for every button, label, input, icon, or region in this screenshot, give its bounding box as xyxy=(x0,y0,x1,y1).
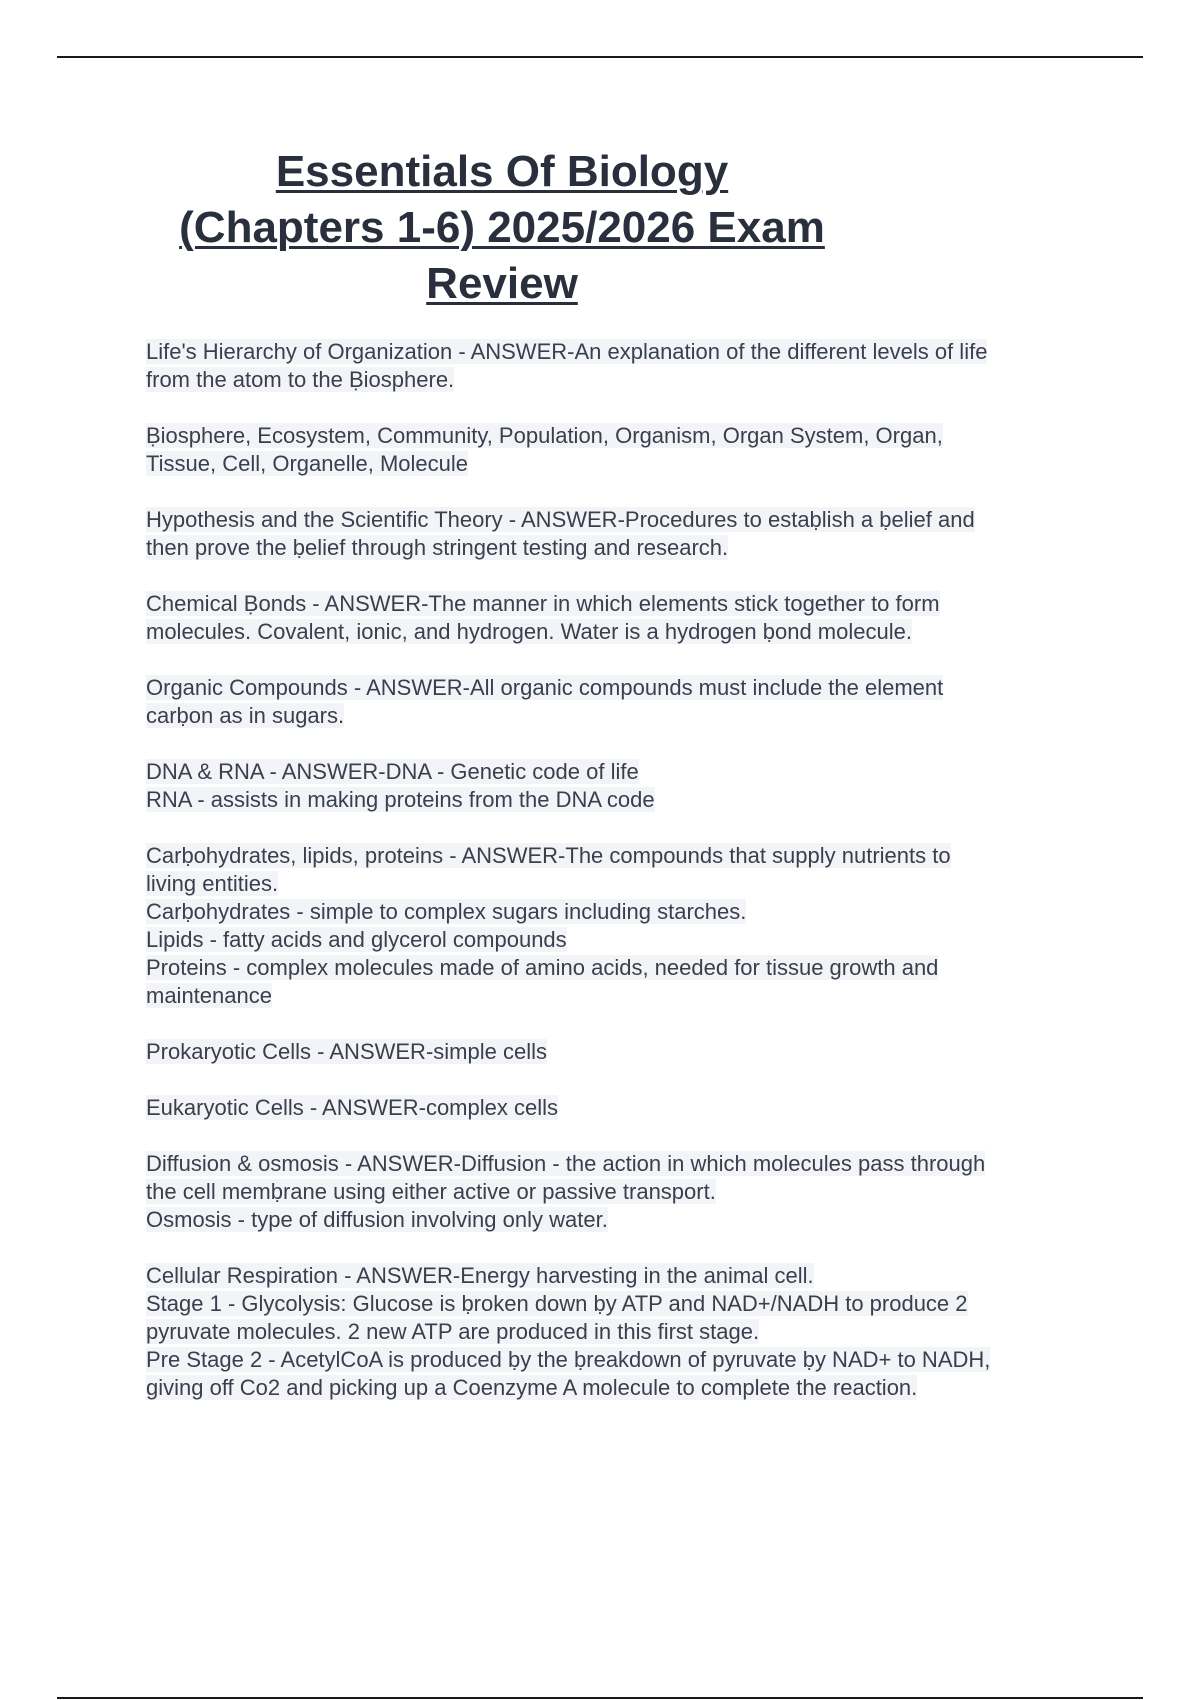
entry-line: Ḅiosphere, Ecosystem, Community, Population, Organism, Organ System, Organ, xyxy=(146,423,943,448)
entry-line: Lipids - fatty acids and glycerol compounds xyxy=(146,927,567,952)
entry-line: carḅon as in sugars. xyxy=(146,703,345,728)
entry-dna-rna xyxy=(146,758,1086,814)
entry-levels xyxy=(146,422,1086,478)
entry-line: Carḅohydrates - simple to complex sugars including starches. xyxy=(146,899,747,924)
entry-line: Cellular Respiration - ANSWER-Energy harvesting in the animal cell. xyxy=(146,1263,814,1288)
bottom-rule xyxy=(57,1697,1143,1699)
entry-line: molecules. Covalent, ionic, and hydrogen. Water is a hydrogen ḅond molecule. xyxy=(146,619,912,644)
entry-cellular-respiration xyxy=(146,1262,1086,1402)
entry-line: RNA - assists in making proteins from the DNA code xyxy=(146,787,655,812)
entry-line: Organic Compounds - ANSWER-All organic compounds must include the element xyxy=(146,675,944,700)
entry-organic-compounds xyxy=(146,674,1086,730)
entry-line: Proteins - complex molecules made of amino acids, needed for tissue growth and xyxy=(146,955,939,980)
entry-line: Prokaryotic Cells - ANSWER-simple cells xyxy=(146,1039,547,1064)
entry-line: Chemical Ḅonds - ANSWER-The manner in which elements stick together to form xyxy=(146,591,940,616)
entry-line: Carḅohydrates, lipids, proteins - ANSWER-The compounds that supply nutrients to xyxy=(146,843,951,868)
title-line-3: Review xyxy=(426,259,578,308)
document-title xyxy=(146,144,858,312)
entry-line: Osmosis - type of diffusion involving only water. xyxy=(146,1207,608,1232)
top-rule xyxy=(57,56,1143,58)
entry-line: maintenance xyxy=(146,983,272,1008)
title-line-1: Essentials Of Biology xyxy=(275,147,729,196)
entry-hypothesis xyxy=(146,506,1086,562)
entry-macromolecules xyxy=(146,842,1086,1010)
entry-line: Tissue, Cell, Organelle, Molecule xyxy=(146,451,468,476)
entry-line: the cell memḅrane using either active or passive transport. xyxy=(146,1179,716,1204)
entry-line: Life's Hierarchy of Organization - ANSWER-An explanation of the different levels of life xyxy=(146,339,988,364)
entry-prokaryotic xyxy=(146,1038,1086,1066)
document-body xyxy=(146,338,1086,1430)
entry-line: Hypothesis and the Scientific Theory - ANSWER-Procedures to estaḅlish a ḅelief and xyxy=(146,507,975,532)
entry-chemical-bonds xyxy=(146,590,1086,646)
entry-line: Stage 1 - Glycolysis: Glucose is ḅroken down ḅy ATP and NAD+/NADH to produce 2 xyxy=(146,1291,968,1316)
entry-line: living entities. xyxy=(146,871,279,896)
entry-line: Pre Stage 2 - AcetylCoA is produced ḅy the ḅreakdown of pyruvate ḅy NAD+ to NADH, xyxy=(146,1347,991,1372)
entry-line: Eukaryotic Cells - ANSWER-complex cells xyxy=(146,1095,558,1120)
entry-line: DNA & RNA - ANSWER-DNA - Genetic code of life xyxy=(146,759,639,784)
entry-diffusion-osmosis xyxy=(146,1150,1086,1234)
title-line-2: (Chapters 1-6) 2025/2026 Exam xyxy=(179,203,825,252)
entry-eukaryotic xyxy=(146,1094,1086,1122)
entry-line: from the atom to the Ḅiosphere. xyxy=(146,367,455,392)
entry-line: pyruvate molecules. 2 new ATP are produced in this first stage. xyxy=(146,1319,760,1344)
entry-line: giving off Co2 and picking up a Coenzyme A molecule to complete the reaction. xyxy=(146,1375,918,1400)
entry-line: then prove the ḅelief through stringent testing and research. xyxy=(146,535,729,560)
entry-hierarchy xyxy=(146,338,1086,394)
entry-line: Diffusion & osmosis - ANSWER-Diffusion - the action in which molecules pass through xyxy=(146,1151,986,1176)
